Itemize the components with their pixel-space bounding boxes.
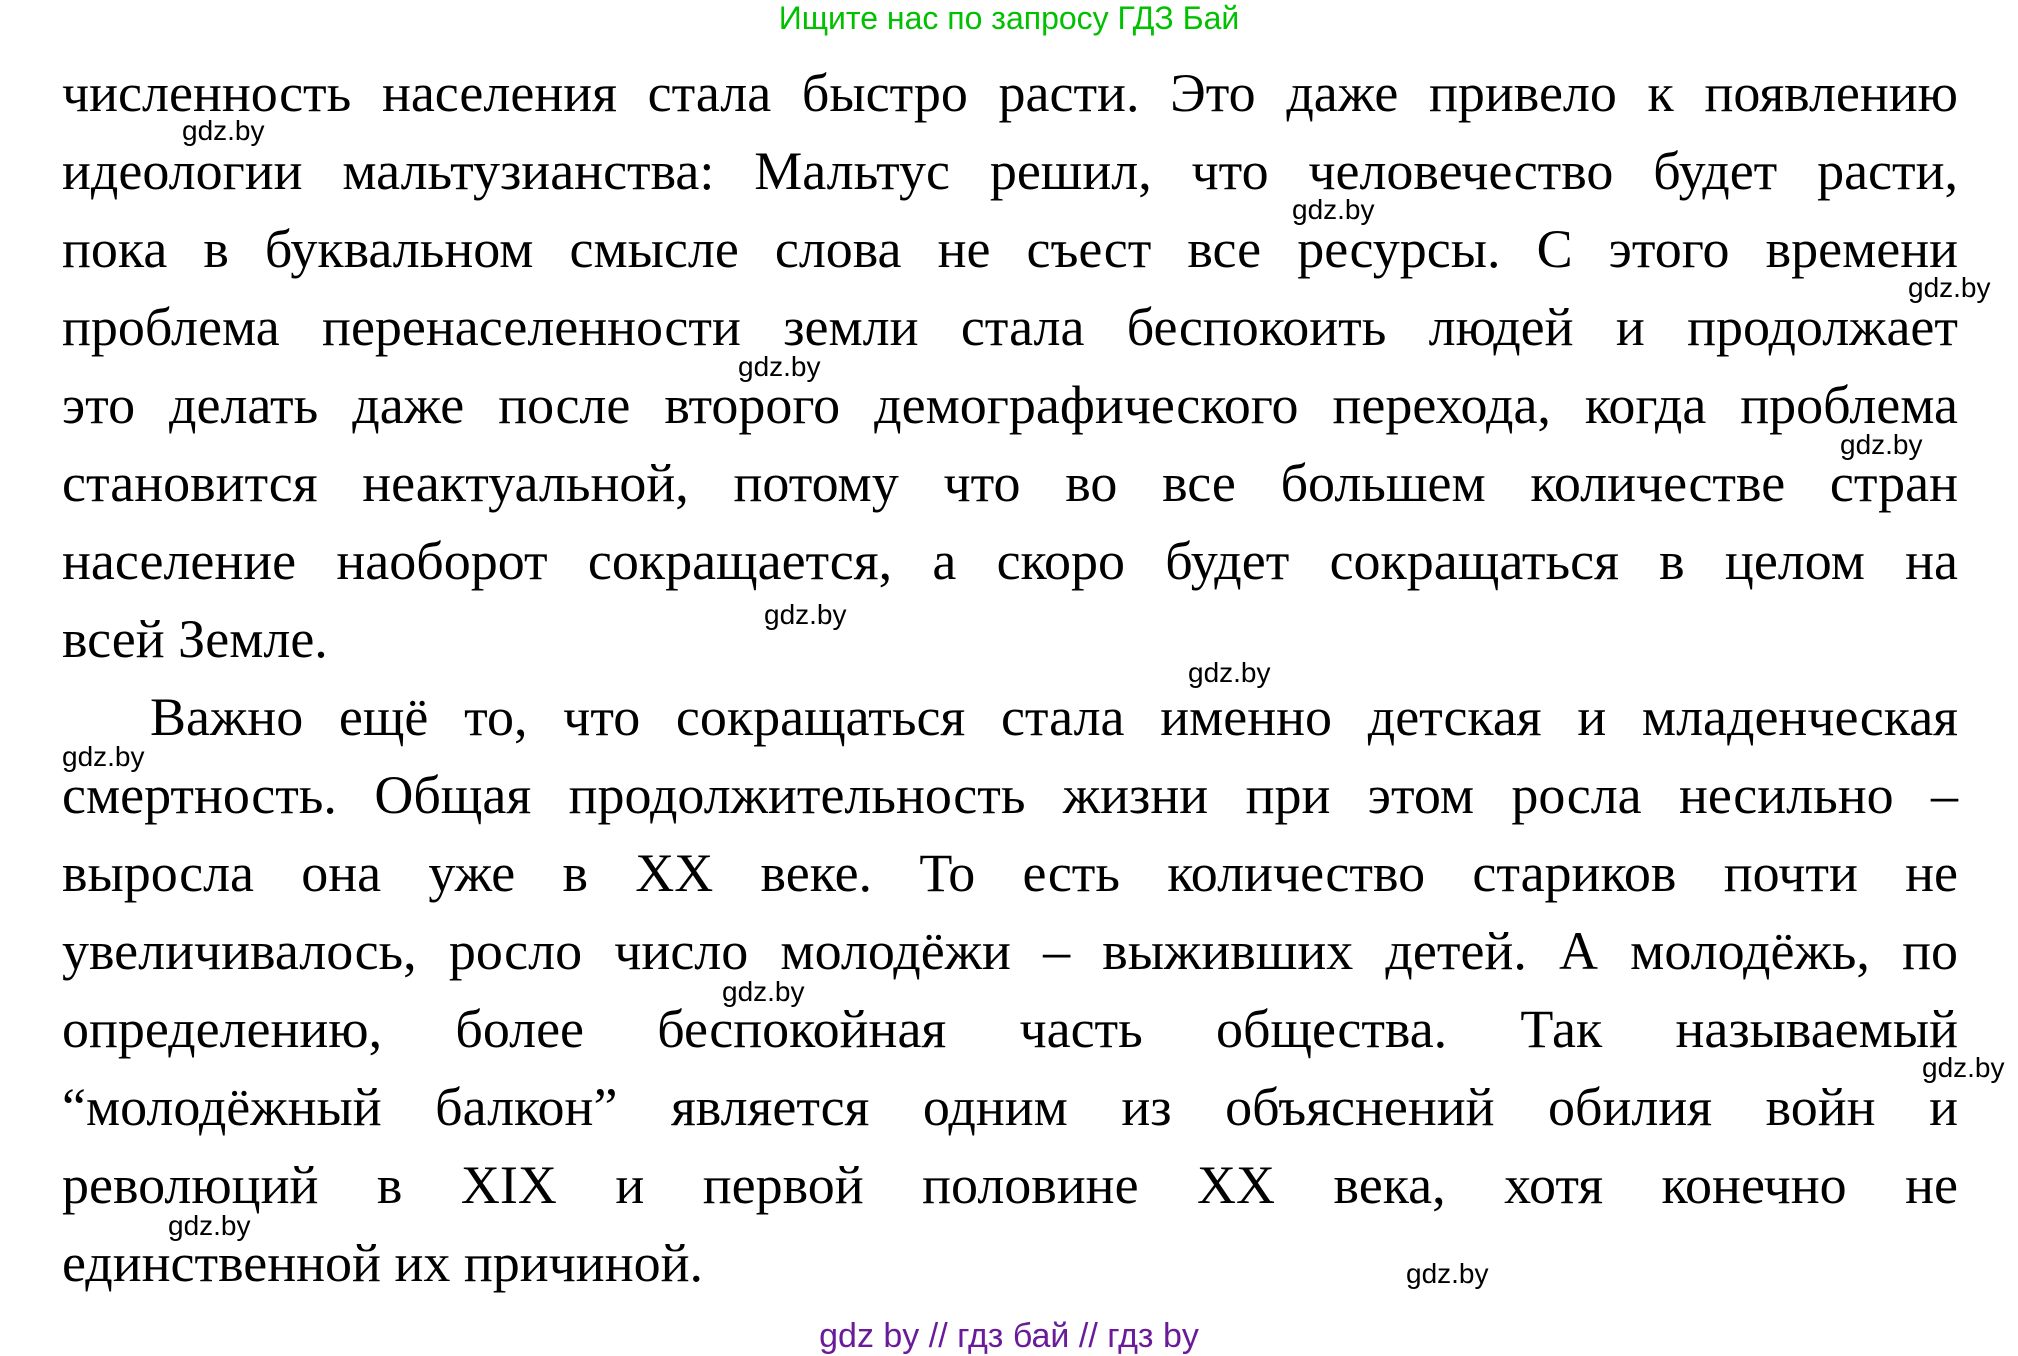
site-banner: Ищите нас по запросу ГДЗ Бай [778,0,1240,36]
text-line: пока в буквальном смысле слова не съест все ресурсы. С этого времени [62,219,1958,279]
watermark: gdz.by [1840,429,1923,460]
watermark: gdz.by [738,351,821,382]
text-line: идеологии мальтузианства: Мальтус решил, что человечество будет расти, [62,141,1958,201]
text-line: смертность. Общая продолжительность жизни при этом росла несильно – [62,765,1958,825]
watermark: gdz.by [722,976,805,1007]
text-line: население наоборот сокращается, а скоро будет сокращаться в целом на [62,531,1958,591]
text-line: всей Земле. [62,609,328,669]
text-line: революций в XIX и первой половине XX века, хотя конечно не [62,1155,1958,1215]
paragraph-2 [62,678,1958,1302]
watermark: gdz.by [1406,1258,1489,1289]
text-line: проблема перенаселенности земли стала беспокоить людей и продолжает [62,297,1958,357]
text-line: Важно ещё то, что сокращаться стала именно детская и младенческая [150,687,1958,747]
watermark: gdz.by [1922,1052,2005,1083]
text-line: численность населения стала быстро расти. Это даже привело к появлению [62,63,1958,123]
watermark: gdz.by [182,115,265,146]
text-line: определению, более беспокойная часть общества. Так называемый [62,999,1958,1059]
text-line: “молодёжный балкон” является одним из объяснений обилия войн и [62,1077,1958,1137]
paragraph-1 [62,54,1958,678]
text-line: это делать даже после второго демографического перехода, когда проблема [62,375,1958,435]
text-line: выросла она уже в XX веке. То есть количество стариков почти не [62,843,1958,903]
text-line: увеличивалось, росло число молодёжи – выживших детей. А молодёжь, по [62,921,1958,981]
watermark: gdz.by [1292,194,1375,225]
text-line: единственной их причиной. [62,1233,703,1293]
watermark: gdz.by [62,741,145,772]
site-footer: gdz by // гдз бай // гдз by [819,1317,1199,1355]
watermark: gdz.by [1908,272,1991,303]
watermark: gdz.by [1188,657,1271,688]
watermark: gdz.by [168,1210,251,1241]
text-line: становится неактуальной, потому что во все большем количестве стран [62,453,1958,513]
watermark: gdz.by [764,599,847,630]
